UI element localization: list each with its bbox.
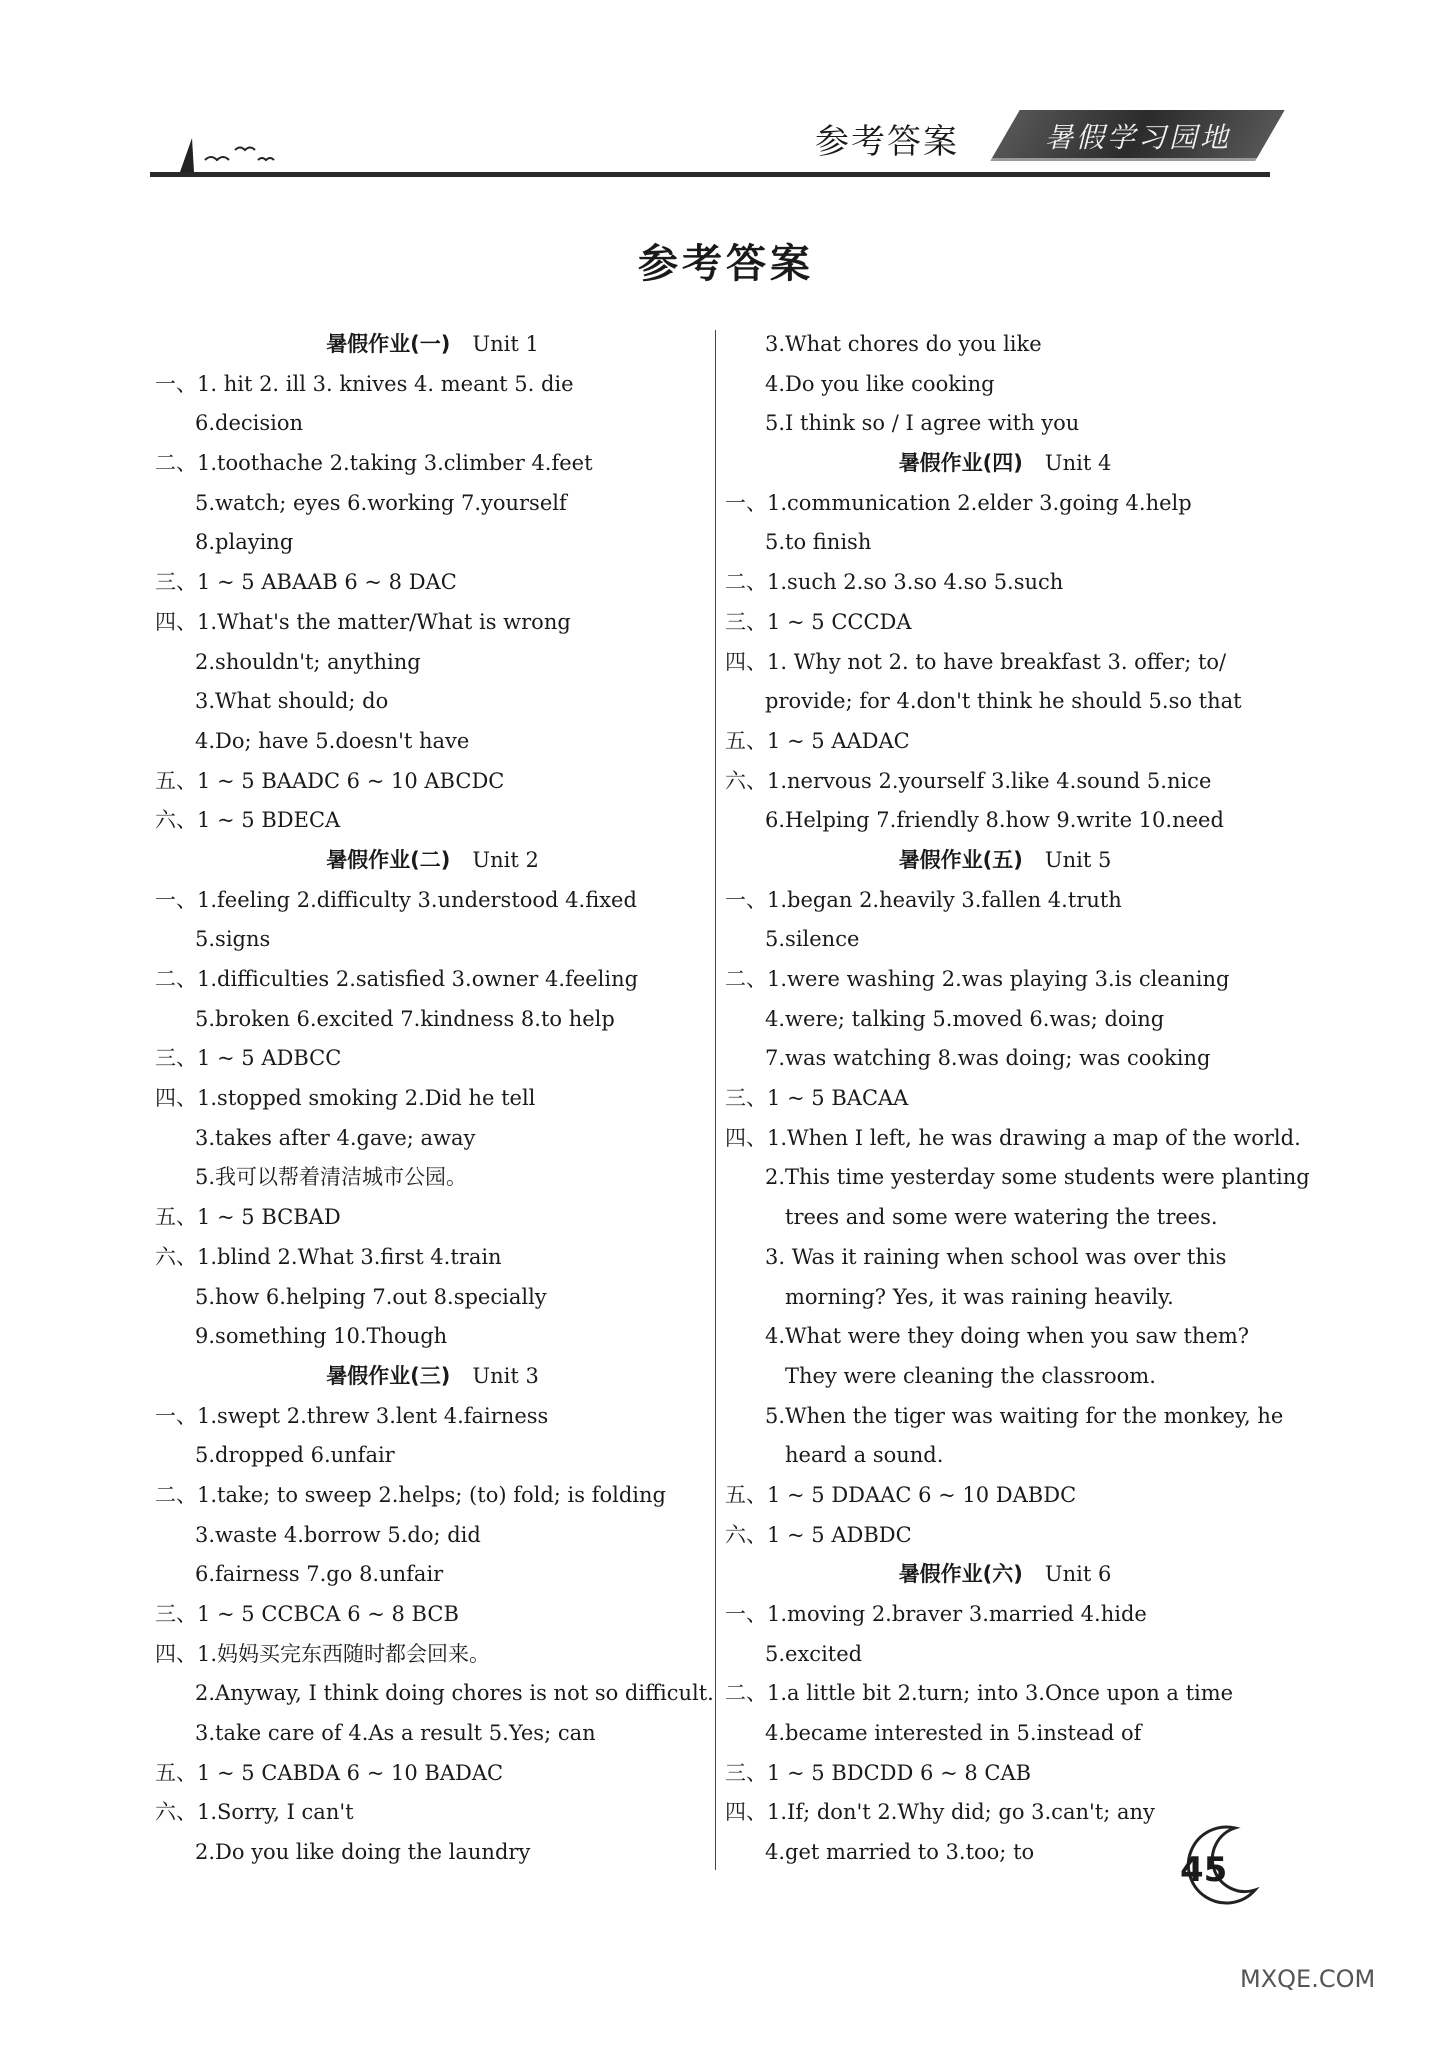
section-label: 暑假作业(一) [326,332,451,356]
answer-line: 2.Anyway, I think doing chores is not so difficult. [195,1681,714,1706]
answer-line: 3.What should; do [195,689,389,714]
answer-line: 5.我可以帮着清洁城市公园。 [195,1165,468,1190]
answer-line: heard a sound. [785,1443,944,1468]
answer-line: 一、1.feeling 2.difficulty 3.understood 4.fixed [155,887,637,912]
answer-line: 3. Was it raining when school was over this [765,1244,1227,1269]
answer-line: 8.playing [195,530,294,555]
answer-line: 一、1.moving 2.braver 3.married 4.hide [725,1602,1147,1626]
answer-column-left [155,325,714,1873]
answer-line: 4.Do you like cooking [765,371,995,396]
section-unit: Unit 4 [1044,451,1112,476]
header-band-text: 暑假学习园地 [1045,121,1232,154]
answer-line: 5.broken 6.excited 7.kindness 8.to help [195,1006,615,1031]
answer-line: 二、1.toothache 2.taking 3.climber 4.feet [155,451,593,476]
page-title: 参考答案 [638,241,814,287]
answer-line: 4.Do; have 5.doesn't have [195,728,470,753]
answer-line: 6.Helping 7.friendly 8.how 9.write 10.need [765,808,1224,833]
answer-line: 四、1. Why not 2. to have breakfast 3. offer; to/ [725,649,1227,674]
answer-line: 5.watch; eyes 6.working 7.yourself [195,490,567,515]
section-heading [155,841,710,881]
answer-line: 三、1 ~ 5 CCBCA 6 ~ 8 BCB [155,1602,459,1626]
section-heading [725,1555,1285,1595]
answer-line: 2.This time yesterday some students were planting [765,1165,1310,1190]
answer-line: 一、1.communication 2.elder 3.going 4.help [725,490,1192,515]
answer-line: 二、1.take; to sweep 2.helps; (to) fold; is folding [155,1482,666,1507]
answer-line: 四、1.What's the matter/What is wrong [155,609,571,634]
section-unit: Unit 5 [1044,847,1112,872]
page-number: 45 [1180,1850,1228,1890]
answer-line: 5.dropped 6.unfair [195,1443,395,1468]
answer-line: 6.decision [195,411,304,436]
answer-line: 六、1.Sorry, I can't [155,1800,354,1825]
header-rule [150,172,1270,177]
section-unit: Unit 3 [472,1363,539,1388]
answer-line: 3.take care of 4.As a result 5.Yes; can [195,1721,596,1746]
answer-line: 三、1 ~ 5 CCCDA [725,609,912,634]
answer-line: 5.I think so / I agree with you [765,411,1080,436]
answer-line: 5.silence [765,927,860,952]
answer-line: 五、1 ~ 5 BCBAD [155,1205,341,1230]
answer-line: 3.takes after 4.gave; away [195,1125,476,1150]
answer-line: 五、1 ~ 5 CABDA 6 ~ 10 BADAC [155,1760,504,1785]
answer-line: 4.get married to 3.too; to [765,1840,1035,1865]
answer-line: 4.were; talking 5.moved 6.was; doing [765,1006,1165,1031]
answer-line: 五、1 ~ 5 BAADC 6 ~ 10 ABCDC [155,768,505,793]
page-header [150,110,1270,190]
answer-line: 5.excited [765,1641,863,1666]
header-title: 参考答案 [815,122,959,162]
answer-line: 五、1 ~ 5 AADAC [725,728,910,753]
answer-line: 六、1.blind 2.What 3.first 4.train [155,1244,502,1269]
watermark: MXQE.COM [1240,1965,1376,1993]
answer-line: 一、1.swept 2.threw 3.lent 4.fairness [155,1403,549,1428]
answer-line: 四、1.stopped smoking 2.Did he tell [155,1086,536,1111]
section-label: 暑假作业(五) [898,847,1023,872]
answer-line: 四、1.妈妈买完东西随时都会回来。 [155,1641,491,1666]
answer-line: 六、1.nervous 2.yourself 3.like 4.sound 5.nice [725,768,1212,793]
section-label: 暑假作业(二) [326,847,451,872]
answer-line: 5.to finish [765,530,872,555]
answer-line: morning? Yes, it was raining heavily. [785,1284,1174,1309]
answer-line: 四、1.When I left, he was drawing a map of the world. [725,1125,1301,1150]
answer-line: provide; for 4.don't think he should 5.so that [765,689,1242,714]
answer-line: 一、1.began 2.heavily 3.fallen 4.truth [725,887,1122,912]
answer-line: 六、1 ~ 5 ADBDC [725,1522,912,1547]
answer-line: 二、1.were washing 2.was playing 3.is cleaning [725,967,1230,991]
answer-line: 2.shouldn't; anything [195,649,421,674]
answer-line: 6.fairness 7.go 8.unfair [195,1562,444,1587]
section-unit: Unit 2 [472,847,539,872]
answer-line: They were cleaning the classroom. [785,1363,1156,1388]
answer-line: 4.became interested in 5.instead of [765,1721,1142,1746]
answer-line: 4.What were they doing when you saw them? [765,1324,1250,1349]
answer-line: 5.how 6.helping 7.out 8.specially [195,1284,547,1309]
column-divider [715,330,716,1870]
section-label: 暑假作业(六) [898,1562,1023,1587]
answer-line: 9.something 10.Though [195,1324,448,1349]
answer-line: 三、1 ~ 5 BDCDD 6 ~ 8 CAB [725,1760,1032,1785]
section-unit: Unit 6 [1044,1562,1112,1587]
section-heading [725,841,1285,881]
answer-line: 四、1.If; don't 2.Why did; go 3.can't; any [725,1800,1155,1825]
answer-line: 7.was watching 8.was doing; was cooking [765,1046,1211,1071]
answer-line: 五、1 ~ 5 DDAAC 6 ~ 10 DABDC [725,1482,1077,1507]
answer-line: 3.What chores do you like [765,332,1042,356]
section-heading [155,1357,710,1397]
section-heading [725,444,1285,484]
answer-line: 一、1. hit 2. ill 3. knives 4. meant 5. die [155,371,574,396]
answer-line: 二、1.a little bit 2.turn; into 3.Once upon a time [725,1681,1234,1706]
section-heading [155,325,710,365]
answer-line: 三、1 ~ 5 ADBCC [155,1046,342,1071]
answer-line: 二、1.such 2.so 3.so 4.so 5.such [725,570,1064,595]
answer-line: 5.When the tiger was waiting for the monkey, he [765,1403,1284,1428]
answer-line: 5.signs [195,927,271,952]
section-unit: Unit 1 [472,332,539,356]
answer-line: 六、1 ~ 5 BDECA [155,808,341,833]
answer-line: 三、1 ~ 5 ABAAB 6 ~ 8 DAC [155,570,457,595]
section-label: 暑假作业(四) [898,451,1023,476]
answer-line: 三、1 ~ 5 BACAA [725,1086,909,1111]
answer-line: 2.Do you like doing the laundry [195,1840,531,1865]
answer-column-right [725,325,1310,1873]
answer-line: trees and some were watering the trees. [785,1205,1218,1230]
answer-line: 3.waste 4.borrow 5.do; did [195,1522,481,1547]
section-label: 暑假作业(三) [326,1363,451,1388]
answer-line: 二、1.difficulties 2.satisfied 3.owner 4.feeling [155,967,639,991]
